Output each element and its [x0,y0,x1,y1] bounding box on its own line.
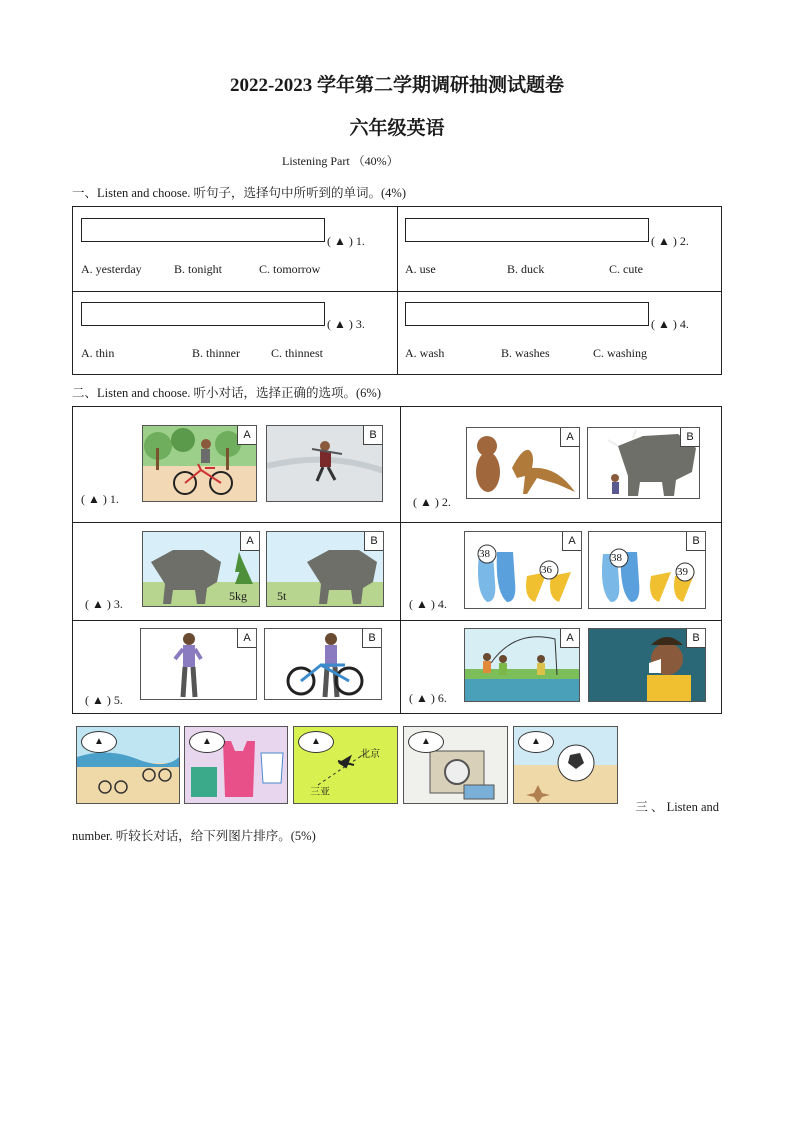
marker-oval: ▲ [81,731,117,753]
option-a: A. use [405,262,436,276]
option-a-tag: A [237,426,256,445]
item-number-4: ( ▲ ) 4. [409,597,447,611]
option-b: B. duck [507,262,545,276]
answer-blank-1 [81,218,325,242]
section2-table [72,406,722,714]
marker-oval: ▲ [298,731,334,753]
shoe-size-b2: 39 [677,566,688,578]
item-number-5: ( ▲ ) 5. [85,693,123,707]
option-b: B. tonight [174,262,223,276]
option-a: A. yesterday [81,262,142,276]
shoe-size-a2: 36 [541,564,552,576]
shoe-size-a1: 38 [479,548,490,560]
picture-boy-and-triceratops [587,427,700,499]
item-number-1: ( ▲ ) 1. [327,234,365,248]
item-number-1: ( ▲ ) 1. [81,492,119,506]
option-b-tag: B [364,532,383,551]
section3-heading-line1: 三 、 Listen and [635,800,719,814]
item-number-2: ( ▲ ) 2. [413,495,451,509]
section2-heading: 二、Listen and choose. 听小对话，选择正确的选项。(6%) [72,386,381,400]
option-b: B. washes [501,346,550,360]
item-number-3: ( ▲ ) 3. [85,597,123,611]
option-c: C. cute [609,262,643,276]
picture-skating [266,425,383,502]
picture-beach-bikes [76,726,180,804]
option-a-tag: A [237,629,256,648]
answer-blank-2 [405,218,649,242]
option-b: B. thinner [192,346,240,360]
shoe-size-b1: 38 [611,552,622,564]
option-a: A. thin [81,346,115,360]
picture-camera [403,726,508,804]
page-title: 2022-2023 学年第二学期调研抽测试题卷 [229,75,565,96]
section3-heading-line2: number. 听较长对话，给下列图片排序。(5%) [72,829,316,843]
option-b-tag: B [680,428,699,447]
item-number-6: ( ▲ ) 6. [409,691,447,705]
option-b-tag: B [686,532,705,551]
option-c: C. tomorrow [259,262,321,276]
option-a: A. wash [405,346,445,360]
picture-boy-with-bike [264,628,382,700]
picture-boy-walking [140,628,257,700]
picture-bear-and-dinosaur [466,427,580,499]
picture-shoes-b [588,531,706,609]
page-subtitle: 六年级英语 [349,118,445,139]
section1-table [72,206,722,375]
picture-swimwear [184,726,288,804]
picture-shoes-a [464,531,582,609]
option-a-tag: A [240,532,259,551]
marker-oval: ▲ [408,731,444,753]
option-b-tag: B [363,426,382,445]
option-c: C. washing [593,346,647,360]
part-label: Listening Part （40%） [282,154,399,168]
option-b-tag: B [686,629,705,648]
picture-dinosaur-5t [266,531,384,607]
option-a-tag: A [562,532,581,551]
option-a-tag: A [560,428,579,447]
item-number-3: ( ▲ ) 3. [327,317,365,331]
picture-fishing [464,628,580,702]
option-c: C. thinnest [271,346,324,360]
picture-sneezing-boy [588,628,706,702]
weight-label-b: 5t [277,589,287,603]
answer-blank-3 [81,302,325,326]
picture-football-beach [513,726,618,804]
weight-label-a: 5kg [229,589,247,603]
marker-oval: ▲ [518,731,554,753]
picture-flight-map [293,726,398,804]
map-label-sanya: 三亚 [310,787,330,798]
item-number-2: ( ▲ ) 2. [651,234,689,248]
map-label-beijing: 北京 [360,749,380,760]
answer-blank-4 [405,302,649,326]
section1-heading: 一、Listen and choose. 听句子，选择句中所听到的单词。(4%) [72,186,406,200]
marker-oval: ▲ [189,731,225,753]
item-number-4: ( ▲ ) 4. [651,317,689,331]
picture-dinosaur-5kg [142,531,260,607]
option-b-tag: B [362,629,381,648]
option-a-tag: A [560,629,579,648]
picture-riding-bike [142,425,257,502]
